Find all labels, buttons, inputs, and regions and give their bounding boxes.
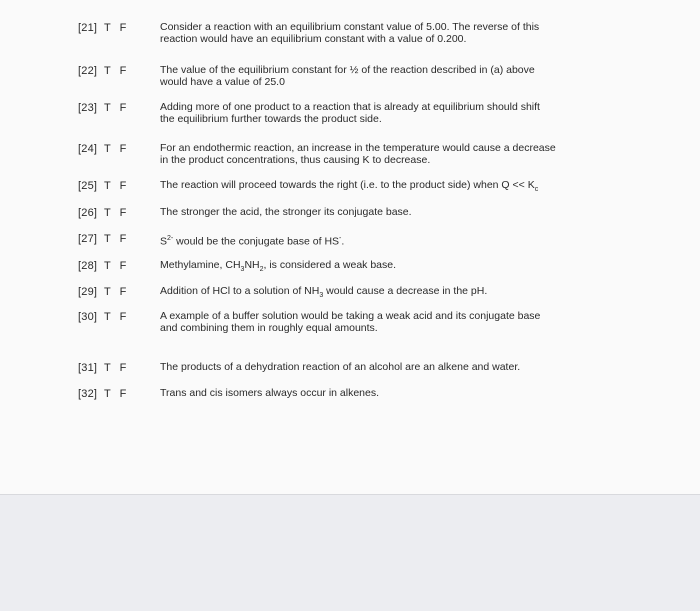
question-line-2: in the product concentrations, thus causing K to decrease. <box>160 153 431 166</box>
question-number: [27] <box>78 233 98 245</box>
question-line-1: The stronger the acid, the stronger its conjugate base. <box>160 206 412 218</box>
true-false-options[interactable]: T F <box>104 143 127 155</box>
question-line-1: Consider a reaction with an equilibrium constant value of 5.00. The reverse of this <box>160 21 540 33</box>
question-line-1: The value of the equilibrium constant for ½ of the reaction described in (a) above <box>160 64 535 76</box>
question-line-1: Adding more of one product to a reaction that is already at equilibrium should shift <box>160 101 540 113</box>
question-number: [26] <box>78 207 98 219</box>
question-text <box>160 143 600 166</box>
question-line-2: the equilibrium further towards the product side. <box>160 112 382 125</box>
question-line-2: reaction would have an equilibrium constant with a value of 0.200. <box>160 32 467 45</box>
question-line-end: would cause a decrease in the pH. <box>323 285 488 297</box>
true-false-options[interactable]: T F <box>104 22 127 34</box>
question-text <box>160 362 600 374</box>
question-line-2: would have a value of 25.0 <box>160 75 285 88</box>
true-false-options[interactable]: T F <box>104 388 127 400</box>
question-number: [22] <box>78 65 98 77</box>
subscript: 3 <box>240 266 245 274</box>
question-number: [29] <box>78 286 98 298</box>
question-number: [21] <box>78 22 98 34</box>
question-text <box>160 22 600 45</box>
question-line-mid: NH <box>244 259 260 271</box>
subscript-c: c <box>534 186 539 194</box>
question-number: [31] <box>78 362 98 374</box>
question-line-end: . <box>341 235 345 248</box>
question-line-end: , is considered a weak base. <box>263 259 397 271</box>
question-line-1: A example of a buffer solution would be taking a weak acid and its conjugate base <box>160 310 541 322</box>
true-false-options[interactable]: T F <box>104 233 127 245</box>
question-line-1: The reaction will proceed towards the right (i.e. to the product side) when Q << K <box>160 179 535 191</box>
true-false-options[interactable]: T F <box>104 362 127 374</box>
question-text <box>160 233 600 248</box>
question-text <box>160 65 600 88</box>
question-number: [25] <box>78 180 98 192</box>
question-line-mid: would be the conjugate base of HS <box>173 235 340 248</box>
question-line-1: The products of a dehydration reaction of an alcohol are an alkene and water. <box>160 361 521 373</box>
question-line-1: Trans and cis isomers always occur in alkenes. <box>160 387 380 399</box>
true-false-options[interactable]: T F <box>104 102 127 114</box>
question-number: [23] <box>78 102 98 114</box>
question-line-1: Methylamine, CH <box>160 259 241 271</box>
true-false-options[interactable]: T F <box>104 65 127 77</box>
question-number: [30] <box>78 311 98 323</box>
question-line-1: Addition of HCl to a solution of NH <box>160 285 320 297</box>
question-number: [28] <box>78 260 98 272</box>
true-false-options[interactable]: T F <box>104 260 127 272</box>
question-text <box>160 286 600 302</box>
question-text <box>160 180 600 196</box>
question-line-1: For an endothermic reaction, an increase in the temperature would cause a decrease <box>160 142 556 154</box>
question-text <box>160 260 600 276</box>
subscript: 3 <box>319 292 324 300</box>
question-line-2: and combining them in roughly equal amounts. <box>160 321 378 334</box>
superscript-charge: - <box>339 235 342 242</box>
question-text <box>160 102 600 125</box>
question-text <box>160 388 600 400</box>
question-number: [24] <box>78 143 98 155</box>
question-number: [32] <box>78 388 98 400</box>
true-false-options[interactable]: T F <box>104 180 127 192</box>
superscript-charge: 2- <box>167 235 174 242</box>
true-false-options[interactable]: T F <box>104 207 127 219</box>
true-false-options[interactable]: T F <box>104 311 127 323</box>
true-false-options[interactable]: T F <box>104 286 127 298</box>
question-text <box>160 311 600 334</box>
subscript: 2 <box>259 266 264 274</box>
question-line-1: S <box>160 235 168 248</box>
question-text <box>160 207 600 219</box>
